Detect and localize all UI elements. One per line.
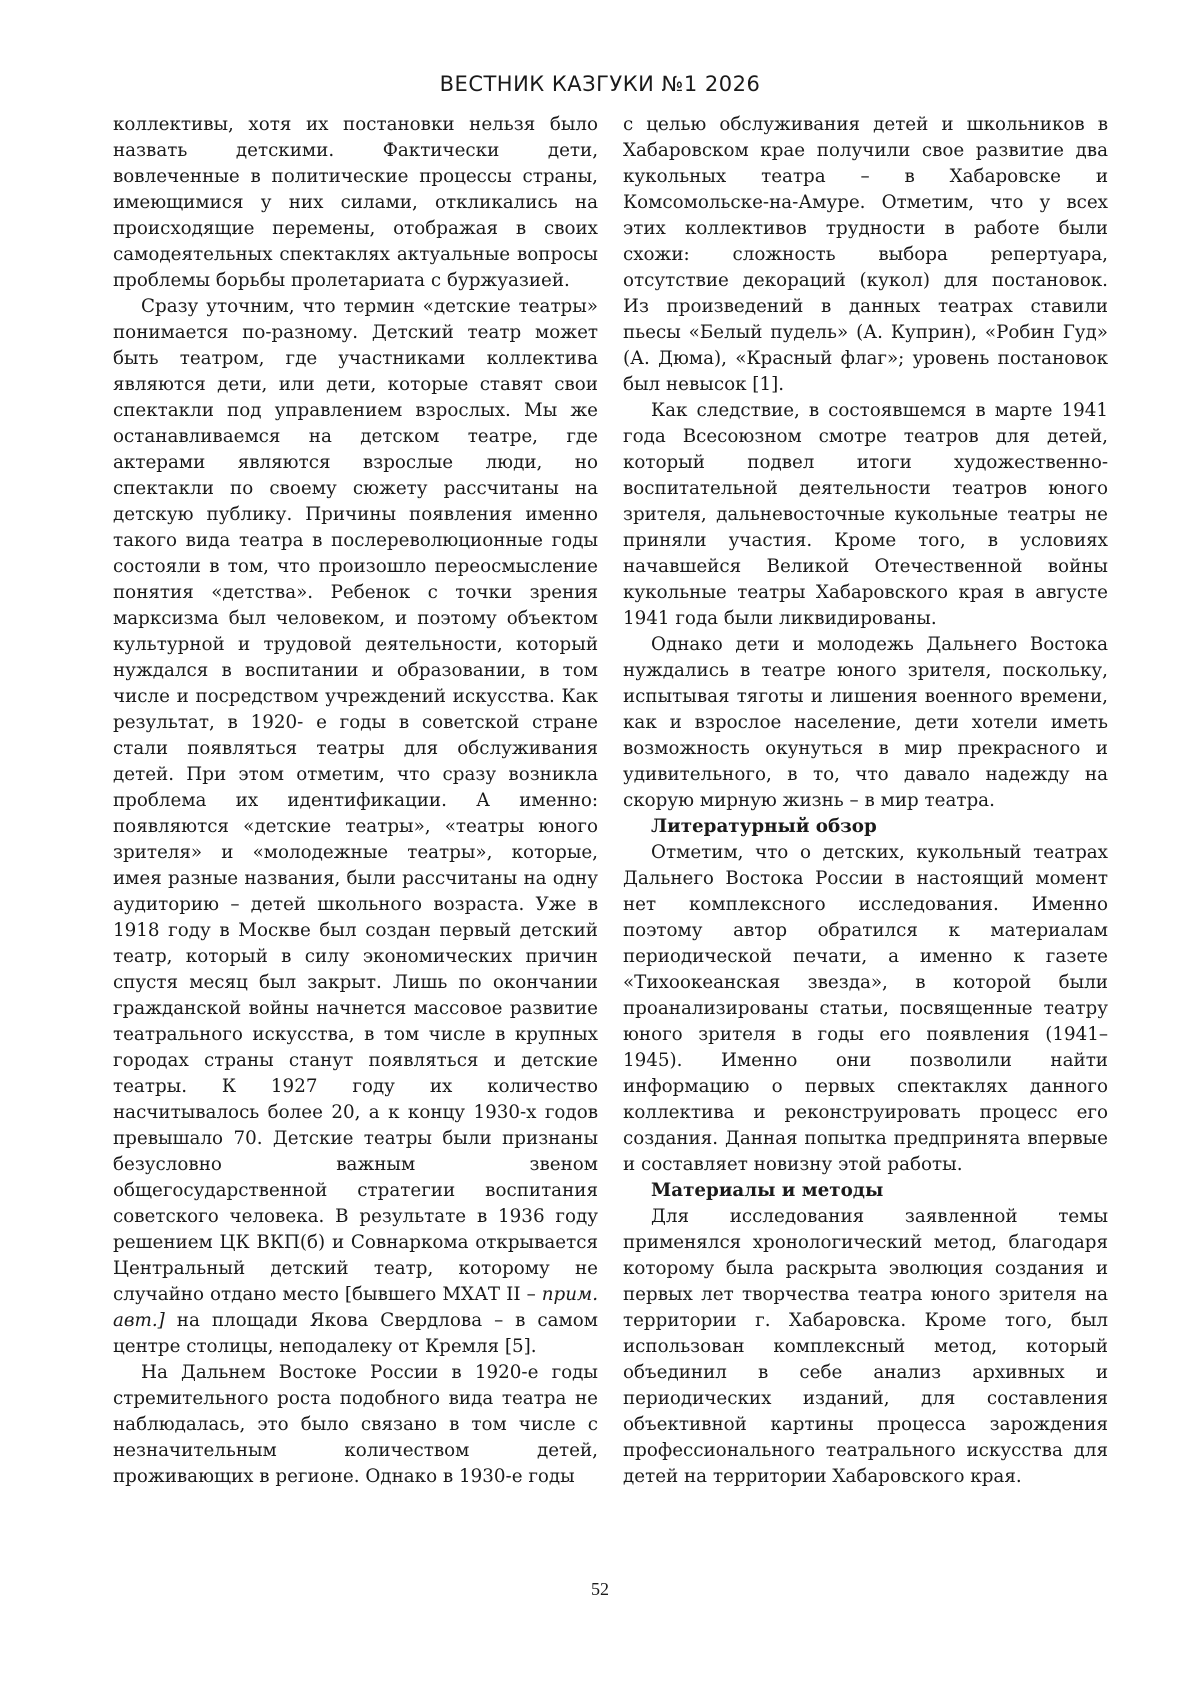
paragraph: Отметим, что о детских, кукольный театрах Дальнего Востока России в настоящий момент нет комплексного исследования. Именно поэтому автор обратился к материалам периодической печати, а именно к газете «Тихоокеанская звезда», в которой были проанализированы статьи, посвященные театру юного зрителя в годы его появления (1941–1945). Именно они позволили найти информацию о первых спектаклях данного коллектива и реконструировать процесс его создания. Данная попытка предпринята впервые и составляет новизну этой работы. xyxy=(623,842,1108,1175)
paragraph xyxy=(113,294,598,1360)
paragraph: На Дальнем Востоке России в 1920-е годы стремительного роста подобного вида театра не наблюдалась, это было связано в том числе с незначительным количеством детей, проживающих в регионе. Однако в 1930-е годы xyxy=(113,1362,598,1487)
author-note: прим. авт.] xyxy=(113,1284,598,1331)
section-heading-methods: Материалы и методы xyxy=(651,1180,884,1201)
left-column xyxy=(113,112,598,1490)
section-heading-review: Литературный обзор xyxy=(651,816,877,837)
paragraph-text: Сразу уточним, что термин «детские театры» понимается по-разному. Детский театр может быть театром, где участниками коллектива являются дети, или дети, которые ставят свои спектакли под управлением взрослых. Мы же останавливаемся на детском театре, где актерами являются взрослые люди, но спектакли по своему сюжету рассчитаны на детскую публику. Причины появления именно такого вида театра в послереволюционные годы состояли в том, что произошло переосмысление понятия «детства». Ребенок с точки зрения марксизма был человеком, и поэтому объектом культурной и трудовой деятельности, который нуждался в воспитании и образовании, в том числе и посредством учреждений искусства. Как результат, в 1920- е годы в советской стране стали появляться театры для обслуживания детей. При этом отметим, что сразу возникла проблема их идентификации. А именно: появляются «детские театры», «театры юного зрителя» и «молодежные театры», которые, имея разные названия, были рассчитаны на одну аудиторию – детей школьного возраста. Уже в 1918 году в Москве был создан первый детский театр, который в силу экономических причин спустя месяц был закрыт. Лишь по окончании гражданской войны начнется массовое развитие театрального искусства, в том числе в крупных городах страны станут появляться и детские театры. К 1927 году их количество насчитывалось более 20, а к концу 1930-х годов превышало 70. Детские театры были признаны безусловно важным звеном общегосударственной стратегии воспитания советского человека. В результате в 1936 году решением ЦК ВКП(б) и Совнаркома открывается Центральный детский театр, которому не случайно отдано место [бывшего МХАТ II – xyxy=(113,296,598,1305)
page-number: 52 xyxy=(591,1579,609,1599)
right-column xyxy=(623,112,1108,1490)
paragraph: коллективы, хотя их постановки нельзя было назвать детскими. Фактически дети, вовлеченные в политические процессы страны, имеющимися у них силами, откликались на происходящие перемены, отображая в своих самодеятельных спектаклях актуальные вопросы проблемы борьбы пролетариата с буржуазией. xyxy=(113,114,598,291)
paragraph: Для исследования заявленной темы применялся хронологический метод, благодаря которому была раскрыта эволюция создания и первых лет творчества театра юного зрителя на территории г. Хабаровска. Кроме того, был использован комплексный метод, который объединил в себе анализ архивных и периодических изданий, для составления объективной картины процесса зарождения профессионального театрального искусства для детей на территории Хабаровского края. xyxy=(623,1206,1108,1487)
journal-header: ВЕСТНИК КАЗГУКИ №1 2026 xyxy=(439,72,761,96)
paragraph-text: на площади Якова Свердлова – в самом центре столицы, неподалеку от Кремля [5]. xyxy=(113,1310,598,1357)
paragraph: Как следствие, в состоявшемся в марте 1941 года Всесоюзном смотре театров для детей, который подвел итоги художественно-воспитательной деятельности театров юного зрителя, дальневосточные кукольные театры не приняли участия. Кроме того, в условиях начавшейся Великой Отечественной войны кукольные театры Хабаровского края в августе 1941 года были ликвидированы. xyxy=(623,400,1108,629)
paragraph: с целью обслуживания детей и школьников в Хабаровском крае получили свое развитие два кукольных театра – в Хабаровске и Комсомольске-на-Амуре. Отметим, что у всех этих коллективов трудности в работе были схожи: сложность выбора репертуара, отсутствие декораций (кукол) для постановок. Из произведений в данных театрах ставили пьесы «Белый пудель» (А. Куприн), «Робин Гуд» (А. Дюма), «Красный флаг»; уровень постановок был невысок [1]. xyxy=(623,114,1108,395)
paragraph: Однако дети и молодежь Дальнего Востока нуждались в театре юного зрителя, поскольку, испытывая тяготы и лишения военного времени, как и взрослое население, дети хотели иметь возможность окунуться в мир прекрасного и удивительного, в то, что давало надежду на скорую мирную жизнь – в мир театра. xyxy=(623,634,1108,811)
